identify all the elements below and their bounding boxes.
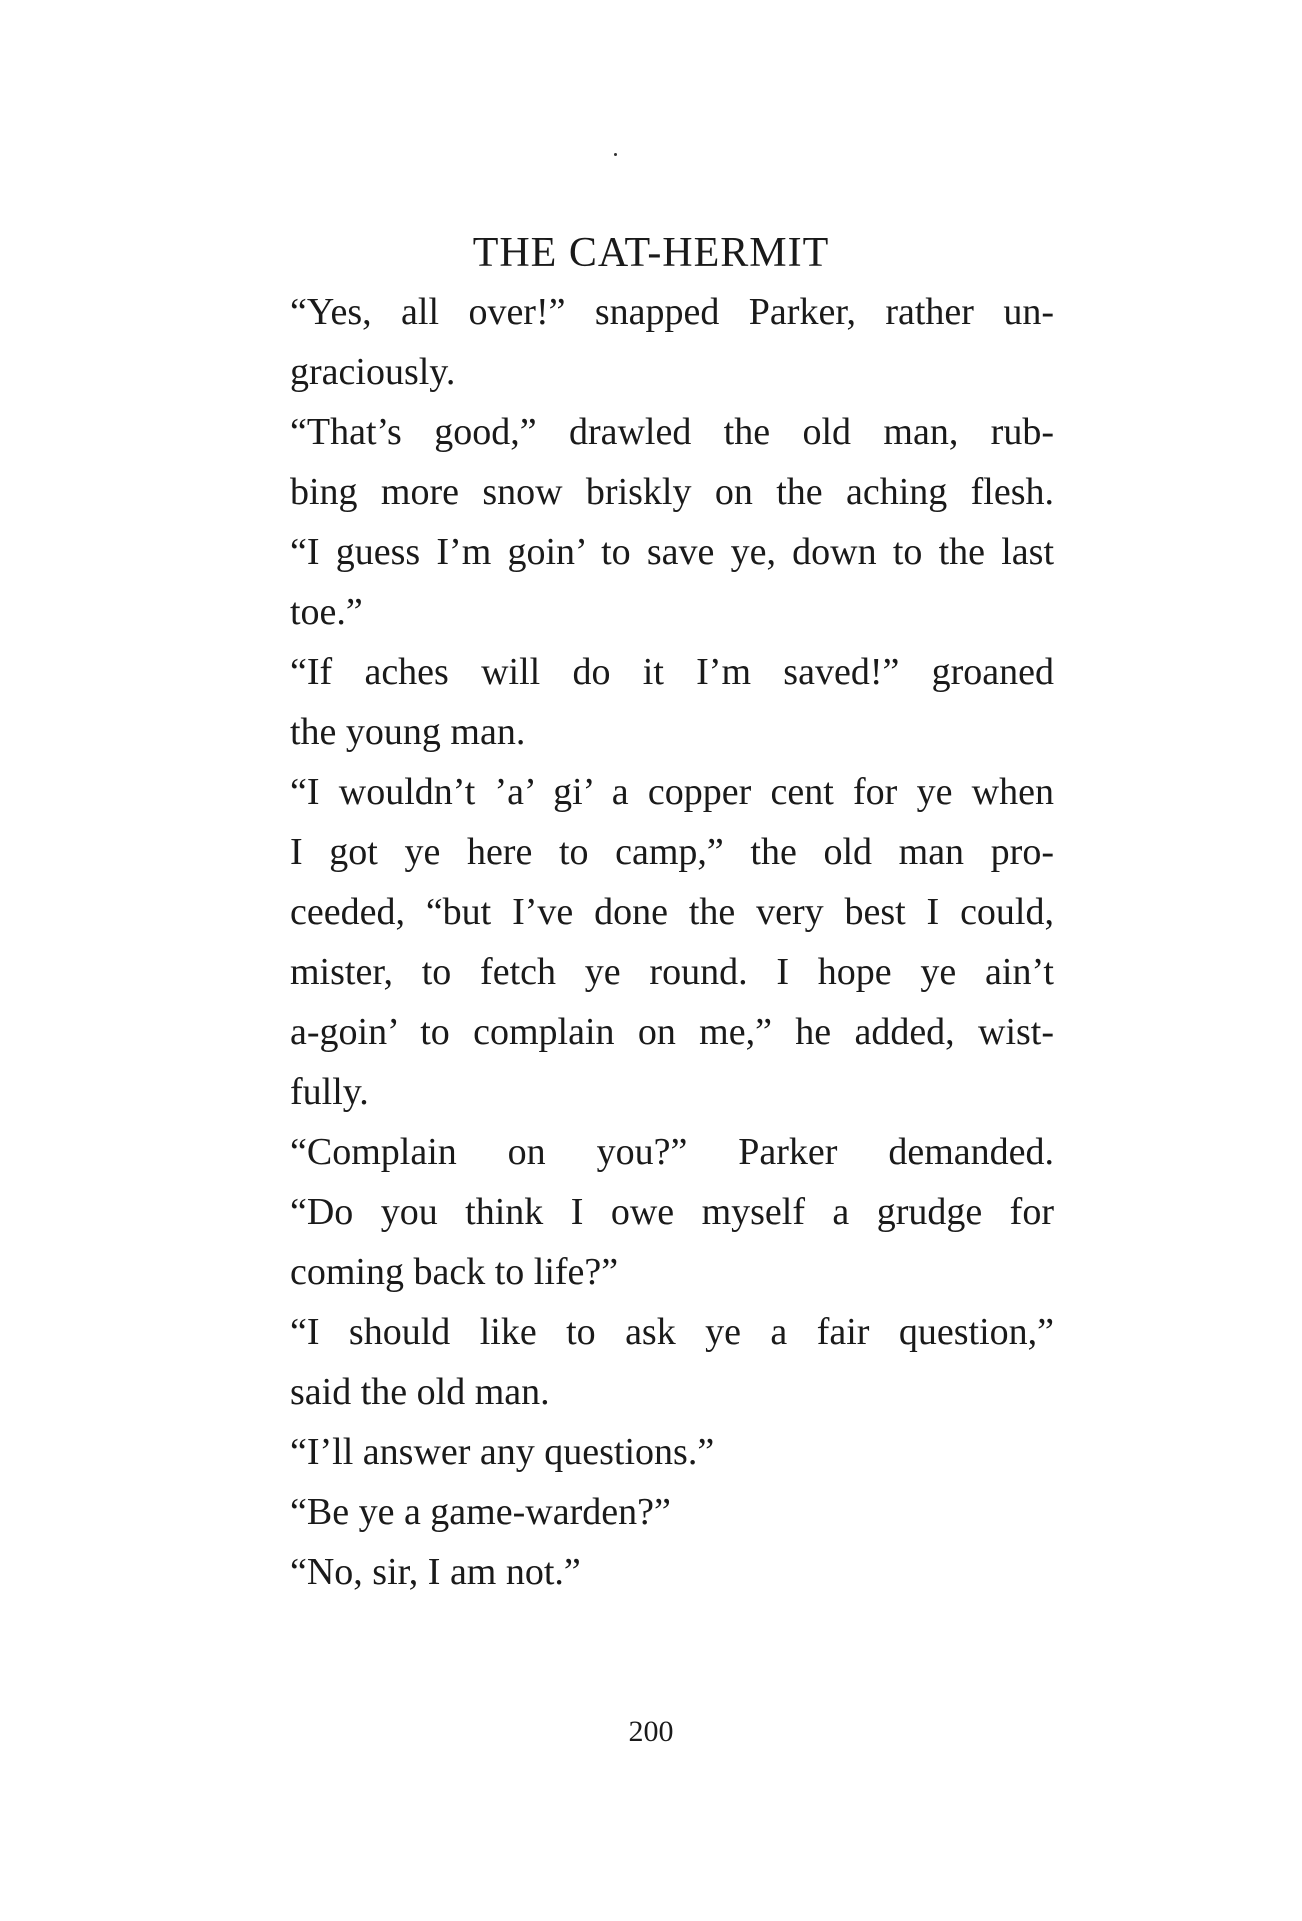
paragraph bbox=[254, 1542, 1054, 1602]
paragraph bbox=[254, 1302, 1054, 1422]
paragraph bbox=[254, 762, 1054, 1122]
text-line: ceeded, “but I’ve done the very best I could, bbox=[290, 891, 1054, 933]
text-line: I got ye here to camp,” the old man pro- bbox=[290, 831, 1054, 873]
text-line: graciously. bbox=[290, 351, 456, 393]
text-line: “Yes, all over!” snapped Parker, rather un- bbox=[290, 291, 1054, 333]
text-line: fully. bbox=[290, 1071, 369, 1113]
text-line: “If aches will do it I’m saved!” groaned bbox=[290, 651, 1054, 693]
text-line: “No, sir, I am not.” bbox=[290, 1551, 581, 1593]
text-line: “Be ye a game-warden?” bbox=[290, 1491, 671, 1533]
paragraph bbox=[254, 1122, 1054, 1302]
text-line: “I should like to ask ye a fair question,” bbox=[290, 1311, 1054, 1353]
paragraph bbox=[254, 402, 1054, 642]
text-line: “Complain on you?” Parker demanded. bbox=[290, 1131, 1054, 1173]
text-line: a-goin’ to complain on me,” he added, wist- bbox=[290, 1011, 1054, 1053]
page-number: 200 bbox=[628, 1715, 674, 1748]
paragraph bbox=[254, 1482, 1054, 1542]
text-line: “I guess I’m goin’ to save ye, down to the last bbox=[290, 531, 1054, 573]
text-line: “That’s good,” drawled the old man, rub- bbox=[290, 411, 1054, 453]
text-line: the young man. bbox=[290, 711, 526, 753]
text-line: “Do you think I owe myself a grudge for bbox=[290, 1191, 1054, 1233]
body-text bbox=[254, 282, 1054, 1602]
running-head: THE CAT-HERMIT bbox=[472, 230, 830, 276]
text-line: “I wouldn’t ’a’ gi’ a copper cent for ye when bbox=[290, 771, 1054, 813]
text-line: said the old man. bbox=[290, 1371, 550, 1413]
paragraph bbox=[254, 282, 1054, 402]
text-line: toe.” bbox=[290, 591, 363, 633]
text-line: “I’ll answer any questions.” bbox=[290, 1431, 715, 1473]
printing-speck bbox=[614, 153, 617, 156]
paragraph bbox=[254, 642, 1054, 762]
text-line: mister, to fetch ye round. I hope ye ain’t bbox=[290, 951, 1054, 993]
text-line: bing more snow briskly on the aching flesh. bbox=[290, 471, 1054, 513]
paragraph bbox=[254, 1422, 1054, 1482]
text-line: coming back to life?” bbox=[290, 1251, 619, 1293]
